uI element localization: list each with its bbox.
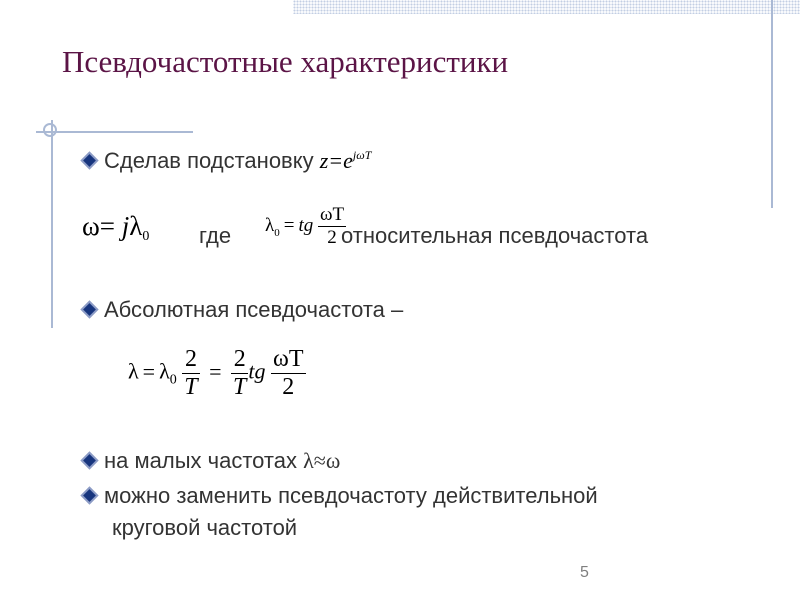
eq2-fraction-3-numerator: ωT: [273, 346, 304, 372]
eq2-fraction-3: [271, 346, 305, 401]
relative-pseudofrequency-text: относительная псевдочастота: [341, 223, 649, 248]
eq2-lambda0: λ: [159, 358, 170, 384]
def-equals: =: [283, 214, 295, 236]
lambda0-definition: [265, 204, 346, 249]
eq2-equals-2: =: [209, 358, 222, 384]
eq2-lambda: λ: [128, 358, 139, 384]
eq2-tg: tg: [248, 358, 266, 384]
eq2-subscript-zero: 0: [169, 372, 177, 388]
bullet-absolute-text: Абсолютная псевдочастота –: [104, 297, 404, 322]
bullet-low-frequency-text: на малых частотах: [104, 448, 304, 473]
bullet-absolute: [82, 297, 403, 323]
eq2-fraction-3-denominator: 2: [271, 373, 305, 401]
bullet-diamond-icon: [83, 303, 96, 316]
eq2-fraction-2: [231, 346, 248, 401]
eq1-omega: ω=: [82, 211, 115, 241]
bullet-diamond-icon: [83, 154, 96, 167]
decorative-horizontal-line: [36, 131, 193, 133]
eq2-fraction-1-numerator: 2: [184, 346, 197, 372]
decorative-vertical-line-left: [51, 120, 53, 328]
bullet-diamond-icon: [83, 489, 96, 502]
eq2-fraction-1: [182, 346, 199, 401]
decorative-dot-band: [293, 0, 800, 14]
eq2-fraction-2-denominator: T: [233, 374, 247, 400]
eq1-lambda: λ: [129, 211, 143, 241]
bullet-substitution: [82, 148, 371, 174]
def-tg: tg: [298, 214, 314, 236]
bullet-low-frequency: [82, 448, 340, 474]
lambda-equation: [128, 346, 306, 401]
bullet-replace-line2: круговой частотой: [112, 515, 298, 540]
def-lambda: λ: [265, 214, 275, 236]
eq2-equals-1: =: [142, 358, 156, 384]
eq1-j: j: [115, 211, 130, 241]
eq2-fraction-2-numerator: 2: [233, 346, 246, 372]
formula-exponent: jωT: [352, 148, 372, 162]
decorative-circle: [43, 123, 57, 137]
slide-title: Псевдочастотные характеристики: [62, 44, 509, 79]
def-fraction-numerator: ωT: [319, 204, 345, 225]
eq2-fraction-1-denominator: T: [184, 374, 198, 400]
substitution-formula: [320, 148, 372, 173]
approx-symbol: λ≈ω: [303, 448, 341, 473]
bullet-diamond-icon: [83, 454, 96, 467]
omega-equation: [82, 211, 149, 245]
bullet-substitution-text: Сделав подстановку: [104, 148, 320, 173]
def-subscript-zero: 0: [274, 226, 280, 239]
decorative-vertical-line-right: [771, 0, 773, 208]
def-fraction-denominator: 2: [318, 226, 346, 249]
bullet-replace-line1: можно заменить псевдочастоту действительной: [104, 483, 598, 508]
where-label: где: [199, 223, 232, 248]
page-number: 5: [580, 564, 589, 581]
bullet-replace: [82, 483, 598, 509]
formula-z-lhs: z=e: [319, 148, 353, 173]
eq1-subscript-zero: 0: [142, 229, 150, 244]
